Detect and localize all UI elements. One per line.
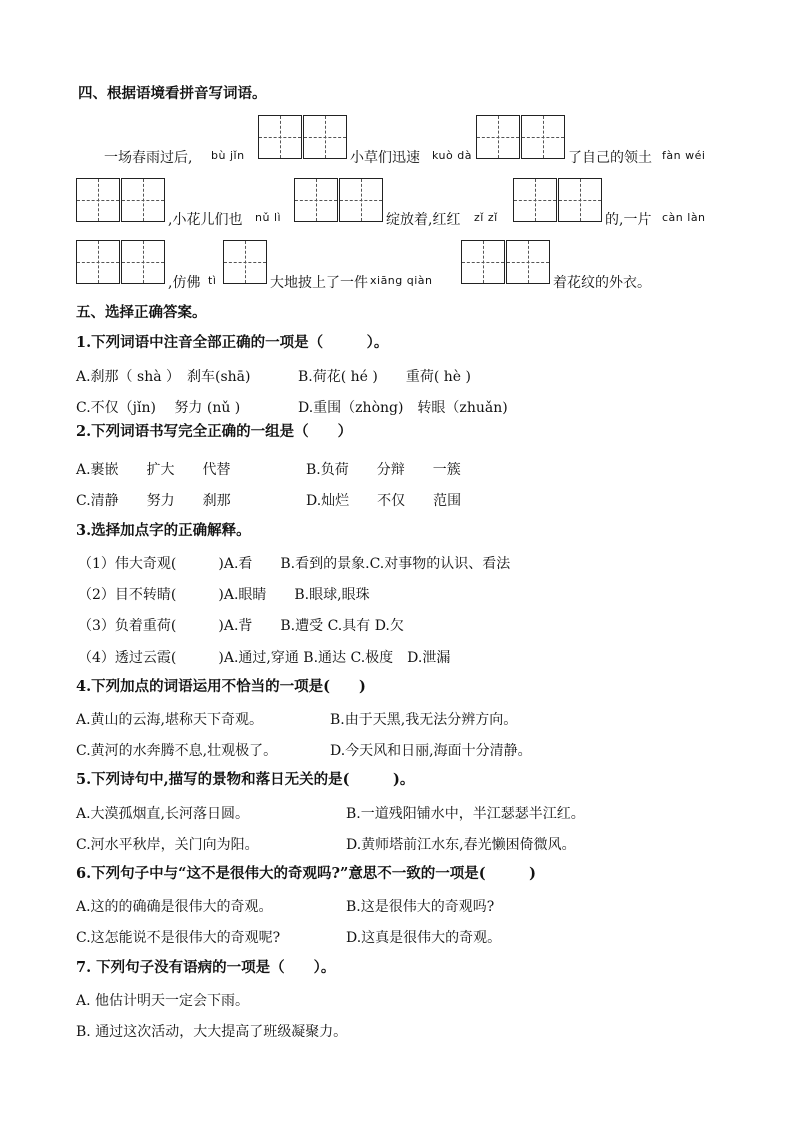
q3-item-4[interactable]: （4）透过云霞( )A.通过,穿通 B.通达 C.极度 D.泄漏 bbox=[78, 650, 451, 666]
row3-text-3: 着花纹的外衣。 bbox=[553, 275, 651, 291]
q1-option-a[interactable]: A.刹那（ shà ） 刹车(shā) bbox=[76, 369, 251, 385]
q5-option-b[interactable]: B.一道残阳铺水中，半江瑟瑟半江红。 bbox=[346, 806, 585, 822]
answer-box[interactable] bbox=[294, 178, 338, 222]
section-5-heading: 五、选择正确答案。 bbox=[76, 304, 207, 321]
row1-pinyin-1: bù jǐn bbox=[211, 149, 245, 162]
q1-option-d[interactable]: D.重围（zhòng) 转眼（zhuǎn) bbox=[298, 400, 508, 416]
row2-pinyin-1: nǔ lì bbox=[255, 211, 282, 224]
row1-text-2: 小草们迅速 bbox=[350, 150, 420, 166]
q6-stem: 6.下列句子中与“这不是很伟大的奇观吗?”意思不一致的一项是( ) bbox=[76, 865, 537, 882]
section-4-heading: 四、根据语境看拼音写词语。 bbox=[78, 85, 267, 102]
q3-item-1[interactable]: （1）伟大奇观( )A.看 B.看到的景象.C.对事物的认识、看法 bbox=[78, 556, 511, 572]
q2-option-c[interactable]: C.清静 努力 刹那 bbox=[76, 493, 231, 509]
q1-option-b[interactable]: B.荷花( hé ) 重荷( hè ) bbox=[298, 369, 471, 385]
q7-option-b[interactable]: B. 通过这次活动，大大提高了班级凝聚力。 bbox=[76, 1024, 348, 1040]
answer-box[interactable] bbox=[76, 240, 120, 284]
q4-option-d[interactable]: D.今天风和日丽,海面十分清静。 bbox=[330, 743, 532, 759]
q4-stem: 4.下列加点的词语运用不恰当的一项是( ) bbox=[76, 678, 366, 695]
row3-text-2: 大地披上了一件 bbox=[270, 275, 368, 291]
q3-item-3[interactable]: （3）负着重荷( )A.背 B.遭受 C.具有 D.欠 bbox=[78, 618, 404, 634]
q3-item-2[interactable]: （2）目不转睛( )A.眼睛 B.眼球,眼珠 bbox=[78, 587, 370, 603]
answer-box[interactable] bbox=[521, 115, 565, 159]
q5-stem: 5.下列诗句中,描写的景物和落日无关的是( )。 bbox=[76, 771, 415, 788]
row1-pinyin-3: fàn wéi bbox=[662, 149, 706, 162]
row2-text-1: ,小花儿们也 bbox=[168, 212, 243, 228]
q6-option-d[interactable]: D.这真是很伟大的奇观。 bbox=[346, 930, 502, 946]
q5-option-a[interactable]: A.大漠孤烟直,长河落日圆。 bbox=[76, 806, 250, 822]
row2-pinyin-3: càn làn bbox=[662, 211, 706, 224]
q2-stem: 2.下列词语书写完全正确的一组是（ ） bbox=[76, 423, 353, 440]
answer-box[interactable] bbox=[121, 240, 165, 284]
answer-box[interactable] bbox=[121, 178, 165, 222]
q3-stem: 3.选择加点字的正确解释。 bbox=[76, 522, 251, 539]
q2-option-d[interactable]: D.灿烂 不仅 范围 bbox=[306, 493, 462, 509]
q1-stem: 1.下列词语中注音全部正确的一项是（ ）。 bbox=[76, 334, 389, 351]
q4-option-c[interactable]: C.黄河的水奔腾不息,壮观极了。 bbox=[76, 743, 278, 759]
row2-pinyin-2: zǐ zǐ bbox=[474, 211, 498, 224]
row1-text-1: 一场春雨过后, bbox=[104, 150, 193, 166]
row2-text-2: 绽放着,红红 bbox=[386, 212, 461, 228]
answer-box[interactable] bbox=[476, 115, 520, 159]
q2-option-b[interactable]: B.负荷 分辩 一簇 bbox=[306, 462, 461, 478]
answer-box[interactable] bbox=[558, 178, 602, 222]
answer-box[interactable] bbox=[223, 240, 267, 284]
row1-text-3: 了自己的领土 bbox=[568, 150, 652, 166]
q7-option-a[interactable]: A. 他估计明天一定会下雨。 bbox=[76, 993, 250, 1009]
q4-option-b[interactable]: B.由于天黑,我无法分辨方向。 bbox=[330, 712, 518, 728]
q1-option-c[interactable]: C.不仅（jǐn) 努力 (nǔ ) bbox=[76, 400, 241, 416]
answer-box[interactable] bbox=[303, 115, 347, 159]
q5-option-d[interactable]: D.黄师塔前江水东,春光懒困倚微风。 bbox=[346, 837, 576, 853]
q6-option-b[interactable]: B.这是很伟大的奇观吗? bbox=[346, 899, 495, 915]
q7-stem: 7. 下列句子没有语病的一项是（ ）。 bbox=[76, 959, 336, 976]
q6-option-a[interactable]: A.这的的确确是很伟大的奇观。 bbox=[76, 899, 273, 915]
answer-box[interactable] bbox=[76, 178, 120, 222]
answer-box[interactable] bbox=[506, 240, 550, 284]
q5-option-c[interactable]: C.河水平秋岸，关门向为阳。 bbox=[76, 837, 259, 853]
answer-box[interactable] bbox=[339, 178, 383, 222]
q2-option-a[interactable]: A.裹嵌 扩大 代替 bbox=[76, 462, 231, 478]
row3-pinyin-2: xiāng qiàn bbox=[370, 274, 433, 287]
answer-box[interactable] bbox=[461, 240, 505, 284]
q6-option-c[interactable]: C.这怎能说不是很伟大的奇观呢? bbox=[76, 930, 281, 946]
row3-text-1: ,仿佛 bbox=[168, 275, 201, 291]
answer-box[interactable] bbox=[258, 115, 302, 159]
row3-pinyin-1: tì bbox=[208, 274, 217, 287]
q4-option-a[interactable]: A.黄山的云海,堪称天下奇观。 bbox=[76, 712, 264, 728]
row2-text-3: 的,一片 bbox=[605, 212, 652, 228]
answer-box[interactable] bbox=[513, 178, 557, 222]
row1-pinyin-2: kuò dà bbox=[432, 149, 472, 162]
